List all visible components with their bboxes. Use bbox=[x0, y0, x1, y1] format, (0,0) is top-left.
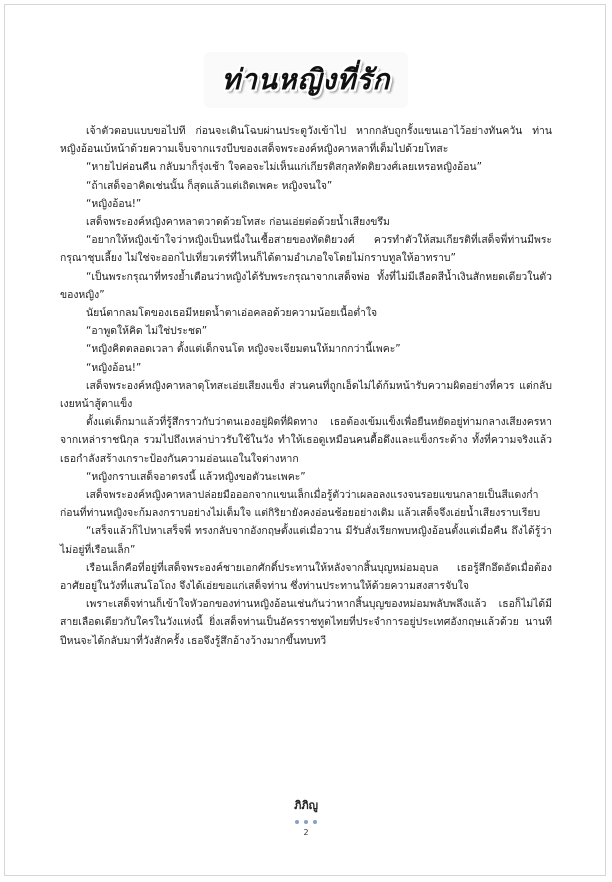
author-signature: ภิภิญู bbox=[294, 799, 318, 812]
decorative-dots bbox=[0, 820, 612, 824]
paragraph: นัยน์ตากลมโตของเธอมีหยดน้ำตาเอ่อคลอด้วยความน้อยเนื้อต่ำใจ bbox=[86, 307, 378, 320]
title-banner bbox=[0, 52, 612, 108]
paragraph: “หญิงกราบเสด็จอาตรงนี้ แล้วหญิงขอตัวนะเพคะ” bbox=[86, 470, 306, 483]
paragraph: “หญิงอ้อน!” bbox=[86, 361, 142, 374]
paragraph: เสด็จพระองค์หญิงคาหลาปล่อยมือออกจากแขนเล็กเมื่อรู้ตัวว่าเผลอลงแรงจนรอยแขนกลายเป็นสีแดงก่ำ ก่อนที่ท่านหญิงจะก้มลงกราบอย่างไม่เต็มใจ แต่กิริยายังคงอ่อนช้อยอย่างเดิม แล้วเสด็จจึงเอ่ยน้ำเสียงราบเรียบ bbox=[60, 489, 541, 520]
paragraph: “หญิงอ้อน!” bbox=[86, 197, 142, 210]
paragraph: เรือนเล็กคือที่อยู่ที่เสด็จพระองค์ชายเอกศักดิ์ประทานให้หลังจากสิ้นบุญหม่อมอุบล เธอรู้สึกอึดอัดเมื่อต้องอาศัยอยู่ในวังที่แสนโอโถง จึงได้เอ่ยขอแก่เสด็จท่าน ซึ่งท่านประทานให้ด้วยความสงสารจับใจ bbox=[60, 561, 552, 593]
paragraph: เสด็จพระองค์หญิงคาหลาตวาดด้วยโทสะ ก่อนเอ่ยต่อด้วยน้ำเสียงขรึม bbox=[86, 216, 390, 229]
paragraph: “เป็นพระกรุณาที่ทรงย้ำเตือนว่าหญิงได้รับพระกรุณาจากเสด็จพ่อ ทั้งที่ไม่มีเลือดสีน้ำเงินสักหยดเดียวในตัวของหญิง” bbox=[60, 270, 552, 301]
dot-icon bbox=[313, 820, 317, 824]
paragraph: เจ้าตัวตอบแบบขอไปที ก่อนจะเดินโฉบผ่านประตูวังเข้าไป หากกลับถูกรั้งแขนเอาไว้อย่างทันควัน ท่านหญิงอ้อนเบ้หน้าด้วยความเจ็บจากแรงบีบของเสด็จพระองค์หญิงคาหลาที่เต็มไปด้วยโทสะ bbox=[60, 125, 552, 156]
paragraph: ตั้งแต่เด็กมาแล้วที่รู้สึกราวกับว่าตนเองอยู่ผิดที่ผิดทาง เธอต้องเข้มแข็งเพื่อยืนหยัดอยู่ท่ามกลางเสียงครหาจากเหล่าราชนิกุล รวมไปถึงเหล่าบ่าวรับใช้ในวัง ทำให้เธอดูเหมือนคนดื้อดึงและแข็งกระด้าง ทั้งที่ความจริงแล้วเธอกำลังสร้างเกราะป้องกันความอ่อนแอในใจต่างหาก bbox=[60, 416, 552, 465]
paragraph: “หายไปค่อนคืน กลับมาก็รุ่งเช้า ใจคอจะไม่เห็นแก่เกียรติสกุลทัดติยวงศ์เลยเหรอหญิงอ้อน” bbox=[86, 161, 483, 174]
paragraph: “หญิงคิดตลอดเวลา ตั้งแต่เด็กจนโต หญิงจะเจียมตนให้มากกว่านี้เพคะ” bbox=[86, 343, 401, 356]
paragraph: “เสร็จแล้วก็ไปหาเสร็จพี่ ทรงกลับจากอังกฤษตั้งแต่เมื่อวาน มีรับสั่งเรียกพบหญิงอ้อนตั้งแต่เมื่อคืน ถึงได้รู้ว่าไม่อยู่ที่เรือนเล็ก” bbox=[60, 525, 552, 556]
paragraph: “ถ้าเสด็จอาคิดเช่นนั้น ก็สุดแล้วแต่เถิดเพคะ หญิงจนใจ” bbox=[86, 179, 333, 192]
page-number: 2 bbox=[303, 828, 309, 837]
paragraph: เพราะเสด็จท่านก็เข้าใจหัวอกของท่านหญิงอ้อนเช่นกันว่าหากสิ้นบุญของหม่อมพลับพลึงแล้ว เธอก็ไม่ได้มีสายเลือดเดียวกับใครในวังแห่งนี้ ยิ่งเสด็จท่านเป็นอัครราชทูตไทยที่ประจำการอยู่ประเทศอังกฤษแล้วด้วย นานทีปีหนจะได้กลับมาที่วังสักครั้ง เธอจึงรู้สึกอ้างว้างมากขึ้นทบทวี bbox=[60, 598, 552, 647]
paragraph: “อยากให้หญิงเข้าใจว่าหญิงเป็นหนึ่งในเชื้อสายของทัดติยวงศ์ ควรทำตัวให้สมเกียรติที่เสด็จพี่ท่านมีพระกรุณาชุบเลี้ยง ไม่ใช่จะออกไปเที่ยวเตร่ที่ไหนก็ได้ตามอำเภอใจโดยไม่กราบทูลให้อาทราบ” bbox=[60, 234, 552, 265]
body-text bbox=[60, 122, 552, 650]
dot-icon bbox=[304, 820, 308, 824]
paragraph: “อาพูดให้คิด ไม่ใช่ประชด” bbox=[86, 325, 208, 338]
dot-icon bbox=[295, 820, 299, 824]
paragraph: เสด็จพระองค์หญิงคาหลาดุโทสะเอ่ยเสียงแข็ง ส่วนคนที่ถูกเอ็ดไม่ได้ก้มหน้ารับความผิดอย่างที่ควร แต่กลับเงยหน้าสู้ตาแข็ง bbox=[60, 379, 552, 411]
document-title: ท่านหญิงที่รัก bbox=[204, 52, 409, 108]
